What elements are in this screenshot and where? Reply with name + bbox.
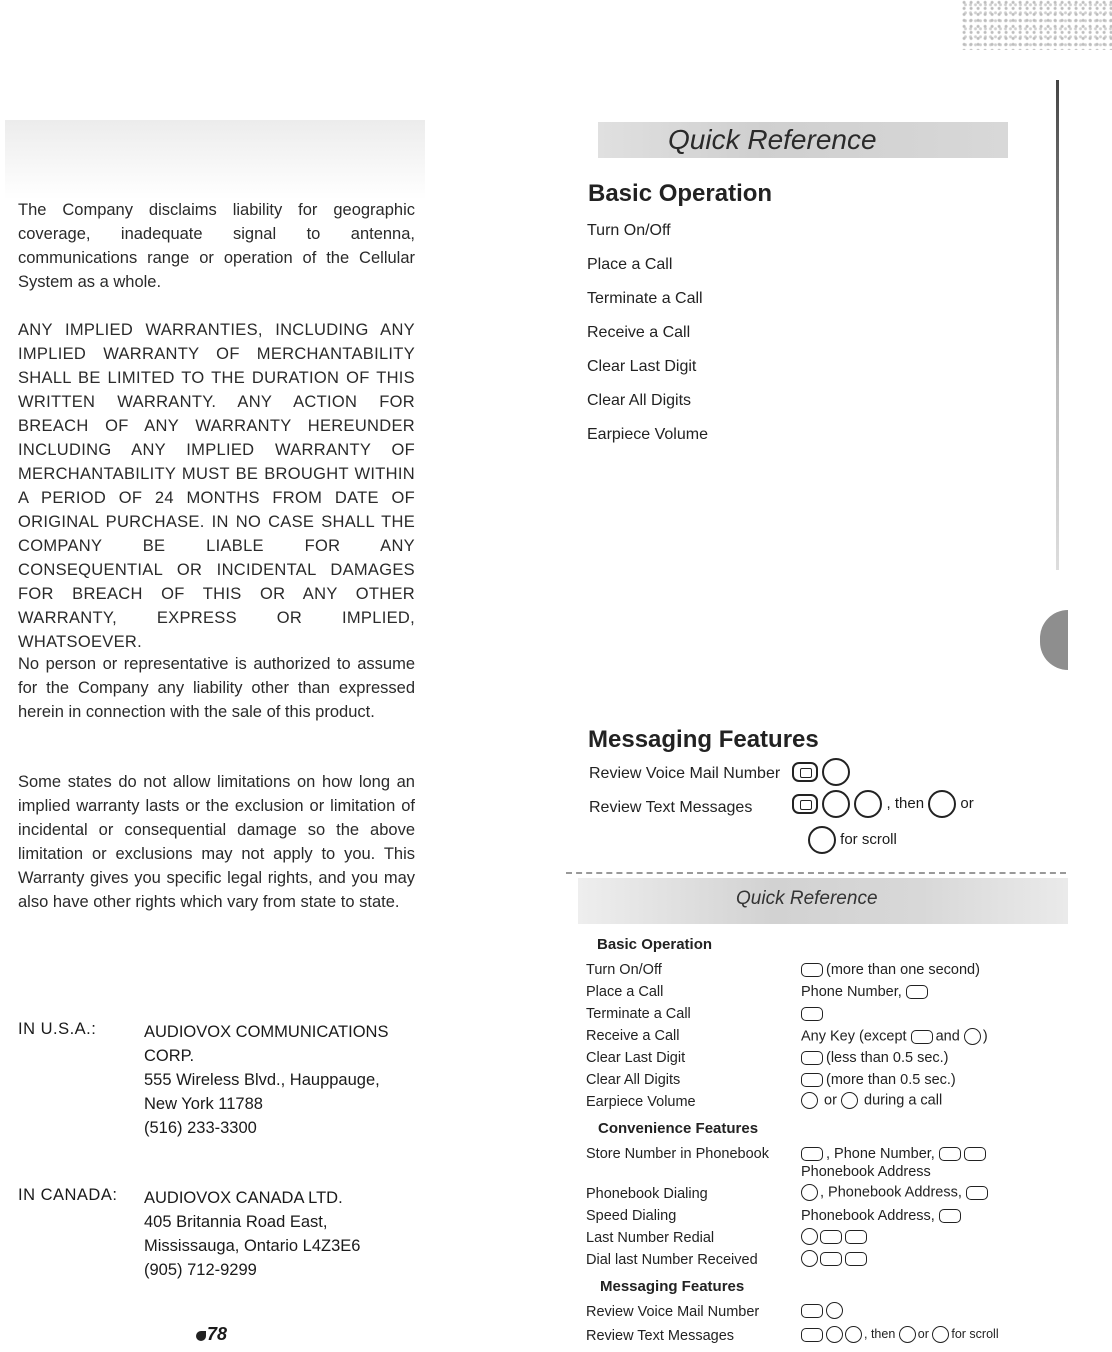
right-nav-key-icon (822, 758, 850, 786)
card-value-text: (more than 0.5 sec.) (826, 1072, 956, 1088)
card-row-label: Dial last Number Received (586, 1252, 758, 1268)
card-value-text: , Phone Number, (826, 1146, 935, 1162)
page-number: 78 (196, 1324, 227, 1345)
usa-label: IN U.S.A.: (18, 1020, 97, 1038)
card-row-label: Phonebook Dialing (586, 1186, 708, 1202)
card-row-value (801, 1050, 949, 1066)
card-row-value (801, 1302, 845, 1319)
clear-key-icon (801, 1073, 823, 1087)
scan-speckle (962, 0, 1112, 50)
text-messages-keys (792, 790, 974, 818)
clear-key-icon (801, 1051, 823, 1065)
canada-line: AUDIOVOX CANADA LTD. (144, 1189, 343, 1207)
card-row-label: Place a Call (586, 984, 664, 1000)
card-row-value (801, 1028, 988, 1045)
basic-operation-heading: Basic Operation (588, 180, 773, 207)
card-row-value (801, 984, 931, 1000)
thumb-tab (1040, 610, 1068, 670)
store-key-icon (939, 1147, 961, 1161)
message-key-icon (801, 1304, 823, 1318)
left-nav-key-icon (801, 1250, 818, 1267)
canada-line: (905) 712-9299 (144, 1261, 257, 1279)
card-row-value (801, 1228, 870, 1245)
message-key-icon (792, 762, 818, 782)
warranty-paragraph: ANY IMPLIED WARRANTIES, INCLUDING ANY IMPLIED WARRANTY OF MERCHANTABILITY SHALL BE LIMITED TO THE DURATION OF THIS WRITTEN WARRANTY. ANY ACTION FOR BREACH OF ANY WARRANTY HEREUNDER INCLUDING ANY IMPLIED WARRANTY OF MERCHANTABILITY MUST BE BROUGHT WITHIN A PERIOD OF 24 MONTHS FROM DATE OF ORIGINAL PURCHASE. IN NO CASE SHALL THE COMPANY BE LIABLE FOR ANY CONSEQUENTIAL OR INCIDENTAL DAMAGES FOR BREACH OF THIS OR ANY OTHER WARRANTY, EXPRESS OR IMPLIED, WHATSOEVER. (18, 321, 415, 651)
card-value-text: ) (982, 1028, 988, 1045)
text-messages-label: Review Text Messages (589, 799, 753, 816)
card-value-text: Phone Number, (801, 984, 902, 1000)
power-key-icon (801, 963, 823, 977)
card-row-label: Last Number Redial (586, 1230, 715, 1246)
up-nav-key-icon (899, 1326, 916, 1343)
basic-item: Earpiece Volume (587, 426, 708, 443)
card-row-value (801, 1250, 870, 1267)
voice-mail-keys (792, 758, 850, 786)
up-nav-key-icon (928, 790, 956, 818)
card-row-value (801, 1208, 964, 1224)
for-scroll-text: for scroll (840, 830, 897, 848)
send-key-icon (906, 985, 928, 999)
canada-line: Mississauga, Ontario L4Z3E6 (144, 1237, 361, 1255)
card-value-text: (more than one second) (826, 962, 980, 978)
received-key-icon (820, 1252, 842, 1266)
card-value-text: , Phonebook Address, (820, 1184, 962, 1201)
authorization-paragraph: No person or representative is authorized to assume for the Company any liability other than expressed herein in connection with the sale of this product. (18, 655, 415, 721)
quick-reference-banner (598, 122, 1008, 158)
card-row-value (801, 1072, 956, 1088)
card-row-value (801, 1184, 991, 1201)
quick-reference-title: Quick Reference (668, 124, 877, 155)
down-nav-key-icon (932, 1326, 949, 1343)
card-row-value (801, 1092, 942, 1109)
card-row-label: Review Voice Mail Number (586, 1304, 760, 1320)
clear-key-icon (801, 1147, 823, 1161)
state-law-paragraph: Some states do not allow limitations on how long an implied warranty lasts or the exclusion or limitation of incidental or consequential damage so the above limitation or exclusions may not apply to you. This Warranty gives you specific legal rights, and you may also have other rights which vary from state to state. (18, 773, 415, 911)
usa-line: AUDIOVOX COMMUNICATIONS (144, 1023, 389, 1041)
card-row-label: Clear Last Digit (586, 1050, 686, 1066)
card-basic-heading: Basic Operation (597, 936, 713, 953)
card-row-label: Terminate a Call (586, 1006, 691, 1022)
card-value-text: , then (864, 1326, 896, 1341)
basic-item: Turn On/Off (587, 222, 671, 239)
right-nav-key-icon (826, 1302, 843, 1319)
card-row-value (801, 1146, 989, 1162)
page-edge-line (1056, 80, 1059, 570)
basic-item: Receive a Call (587, 324, 691, 341)
message-key-icon (801, 1328, 823, 1342)
card-row-label: Store Number in Phonebook (586, 1146, 769, 1162)
card-messaging-heading: Messaging Features (600, 1278, 745, 1295)
canada-label: IN CANADA: (18, 1186, 118, 1204)
canada-address (144, 1186, 360, 1282)
down-nav-key-icon (808, 826, 836, 854)
usa-line: 555 Wireless Blvd., Hauppauge, (144, 1071, 380, 1089)
down-nav-key-icon (841, 1092, 858, 1109)
card-row-label: Review Text Messages (586, 1328, 735, 1344)
send-key-icon (966, 1186, 988, 1200)
message-key-icon (792, 794, 818, 814)
card-row-label: Speed Dialing (586, 1208, 677, 1224)
send-key-icon (845, 1230, 867, 1244)
card-value-text: for scroll (951, 1326, 999, 1341)
card-row-label: Turn On/Off (586, 962, 662, 978)
basic-item: Terminate a Call (587, 290, 703, 307)
faint-header-band (5, 120, 425, 200)
nav-key-icon (964, 1028, 981, 1045)
store-key-icon (964, 1147, 986, 1161)
left-nav-key-icon (801, 1228, 818, 1245)
card-value-text: during a call (864, 1092, 943, 1109)
card-value-text: or (824, 1092, 837, 1109)
left-nav-key-icon (801, 1184, 818, 1201)
card-convenience-heading: Convenience Features (598, 1120, 759, 1137)
redial-key-icon (820, 1230, 842, 1244)
card-value-text: Phonebook Address, (801, 1208, 935, 1224)
down-nav-key-icon (822, 790, 850, 818)
basic-item: Place a Call (587, 256, 673, 273)
right-nav-key-icon (845, 1326, 862, 1343)
scroll-hint (808, 826, 897, 854)
right-nav-key-icon (854, 790, 882, 818)
usa-line: New York 11788 (144, 1095, 263, 1113)
canada-line: 405 Britannia Road East, (144, 1213, 328, 1231)
end-key-icon (911, 1030, 933, 1044)
card-value-text: (less than 0.5 sec.) (826, 1050, 949, 1066)
voice-mail-label: Review Voice Mail Number (589, 765, 781, 782)
card-row-label: Clear All Digits (586, 1072, 681, 1088)
card-row-value-cont: Phonebook Address (801, 1164, 931, 1180)
messaging-heading: Messaging Features (588, 726, 819, 753)
card-title: Quick Reference (736, 888, 878, 909)
send-key-icon (845, 1252, 867, 1266)
usa-line: CORP. (144, 1047, 195, 1065)
basic-item: Clear All Digits (587, 392, 692, 409)
card-row-value (801, 1006, 826, 1022)
then-text: , then (886, 794, 925, 812)
up-nav-key-icon (801, 1092, 818, 1109)
usa-line: (516) 233-3300 (144, 1119, 257, 1137)
send-key-icon (939, 1209, 961, 1223)
down-nav-key-icon (826, 1326, 843, 1343)
disclaimer-paragraph: The Company disclaims liability for geographic coverage, inadequate signal to antenna, communications range or operation of the Cellular System as a whole. (18, 201, 415, 291)
card-value-text: and (935, 1028, 960, 1045)
card-row-label: Earpiece Volume (586, 1094, 696, 1110)
basic-item: Clear Last Digit (587, 358, 697, 375)
card-value-text: or (917, 1326, 929, 1341)
card-row-value (801, 1326, 999, 1343)
card-banner (578, 878, 1068, 924)
or-text: or (960, 794, 974, 812)
usa-address (144, 1020, 388, 1140)
card-row-value (801, 962, 980, 978)
end-key-icon (801, 1007, 823, 1021)
card-row-label: Receive a Call (586, 1028, 680, 1044)
card-value-text: Any Key (except (801, 1028, 907, 1045)
